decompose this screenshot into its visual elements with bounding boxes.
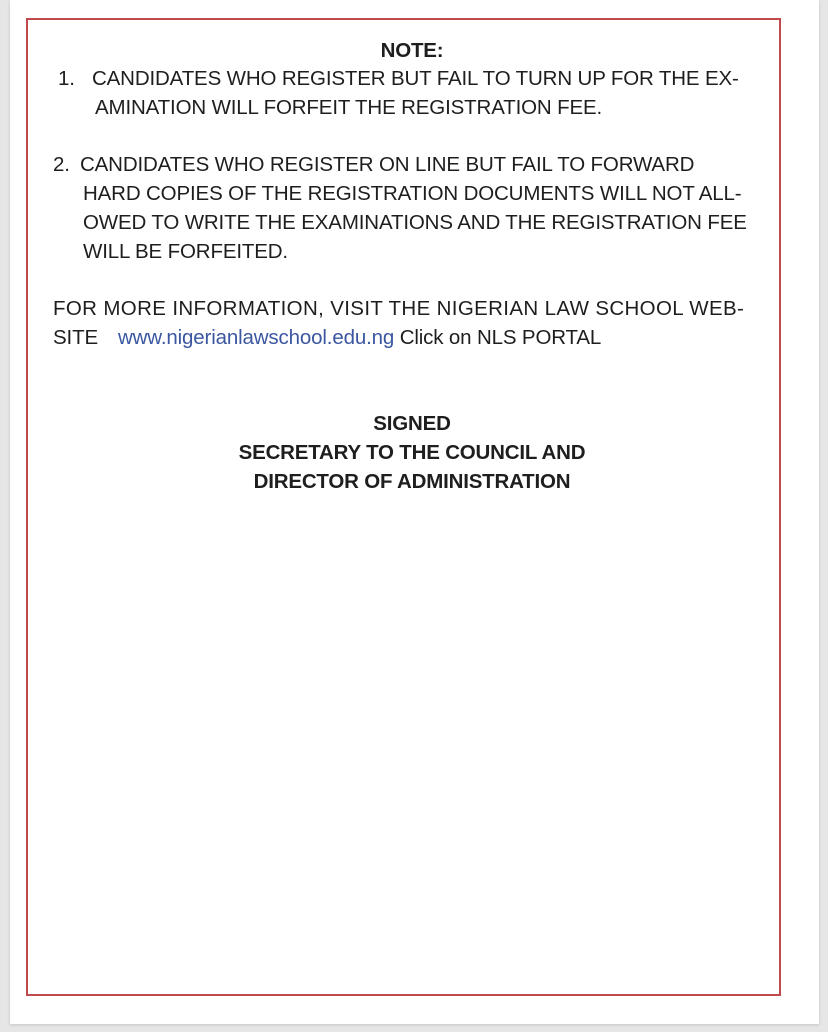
item-1-line-2: AMINATION WILL FORFEIT THE REGISTRATION FEE.: [95, 96, 603, 119]
item-2-number: 2.: [53, 153, 70, 176]
info-suffix: Click on NLS PORTAL: [399, 326, 602, 349]
item-2-line-1: CANDIDATES WHO REGISTER ON LINE BUT FAIL TO FORWARD: [80, 153, 695, 176]
item-2-line-3: OWED TO WRITE THE EXAMINATIONS AND THE REGISTRATION FEE: [83, 211, 747, 234]
info-link-line: [118, 323, 601, 352]
item-1-line-1: CANDIDATES WHO REGISTER BUT FAIL TO TURN UP FOR THE EX-: [92, 67, 739, 90]
item-2-line-2: HARD COPIES OF THE REGISTRATION DOCUMENTS WILL NOT ALL-: [83, 182, 742, 205]
item-2-line-4: WILL BE FORFEITED.: [83, 240, 288, 263]
note-heading: NOTE:: [380, 39, 444, 62]
info-line-1: FOR MORE INFORMATION, VISIT THE NIGERIAN LAW SCHOOL WEB-: [53, 297, 745, 320]
signatory-title-line-2: DIRECTOR OF ADMINISTRATION: [253, 470, 571, 493]
signatory-title-line-1: SECRETARY TO THE COUNCIL AND: [238, 441, 586, 464]
signed-label: SIGNED: [373, 412, 451, 435]
item-1-number: 1.: [58, 67, 75, 90]
info-prefix: SITE: [53, 326, 98, 349]
info-line-2: [53, 323, 98, 352]
nls-website-link[interactable]: www.nigerianlawschool.edu.ng: [118, 326, 395, 349]
